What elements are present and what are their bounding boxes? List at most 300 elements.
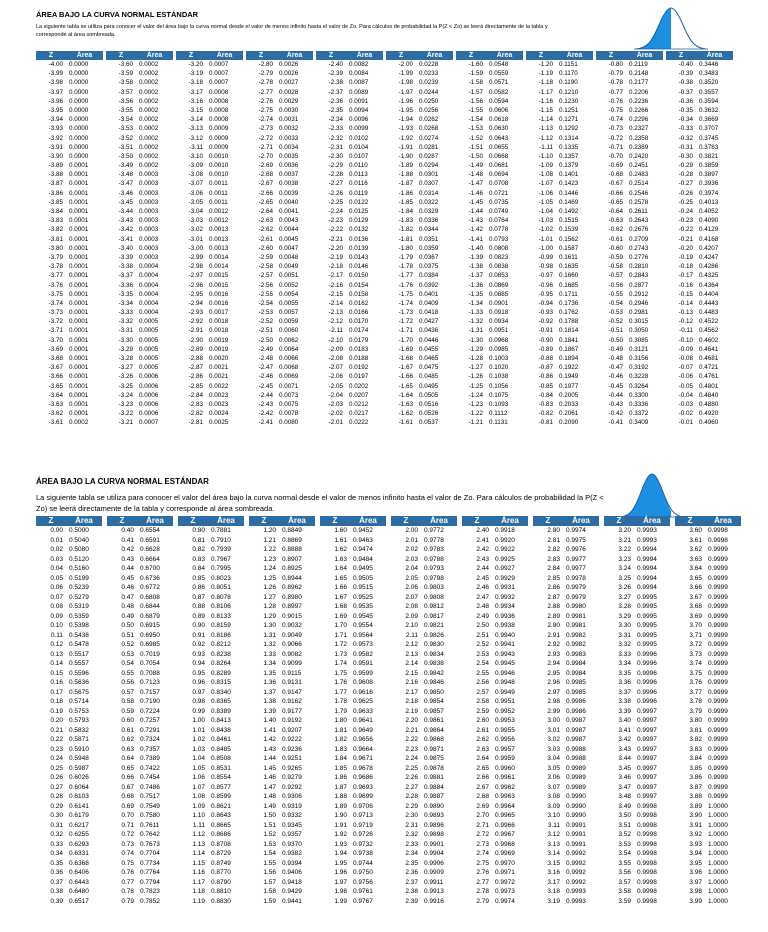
z-value: 3.54 xyxy=(618,850,631,857)
area-value: 0.9986 xyxy=(566,707,586,715)
z-value: -1.62 xyxy=(398,410,413,418)
table-row xyxy=(456,409,523,418)
table-row xyxy=(178,840,244,850)
area-value: 0.2514 xyxy=(629,180,649,188)
z-value: -1.23 xyxy=(468,400,483,408)
z-value: 1.66 xyxy=(334,584,347,591)
z-value: -3.45 xyxy=(118,198,133,206)
table-row xyxy=(526,336,593,345)
z-value: -2.69 xyxy=(258,162,273,170)
z-value: -0.55 xyxy=(608,290,623,298)
table-row xyxy=(107,849,173,859)
z-value: -0.16 xyxy=(678,281,693,289)
area-value: 0.9671 xyxy=(353,755,373,762)
area-value: 0.0166 xyxy=(349,309,369,317)
z-value: 3.27 xyxy=(618,593,631,601)
area-value: 0.0002 xyxy=(139,106,159,114)
area-value: 0.9906 xyxy=(424,859,444,867)
table-row xyxy=(107,821,173,831)
table-row xyxy=(176,363,243,372)
table-row xyxy=(249,564,315,574)
z-value: -2.04 xyxy=(328,391,343,399)
z-value: 3.14 xyxy=(547,850,560,857)
z-value: -1.27 xyxy=(468,364,483,372)
z-value: -1.95 xyxy=(398,106,413,114)
table-row xyxy=(604,688,670,698)
z-value: 2.49 xyxy=(476,612,489,620)
table-row xyxy=(178,659,244,669)
table-row xyxy=(106,124,173,133)
z-value: -0.99 xyxy=(538,253,553,261)
z-value: 2.46 xyxy=(476,584,489,591)
area-value: 0.9995 xyxy=(637,631,657,639)
table-row xyxy=(675,745,741,755)
z-value: -1.35 xyxy=(468,290,483,298)
z-value: -0.50 xyxy=(608,336,623,344)
area-value: 0.2743 xyxy=(629,244,649,252)
z-value: -0.48 xyxy=(608,355,623,362)
header-z: Z xyxy=(36,51,66,60)
area-value: 0.0007 xyxy=(209,79,229,87)
area-value: 0.4840 xyxy=(699,391,719,399)
table-row xyxy=(178,612,244,622)
table-row xyxy=(391,678,457,688)
area-value: 0.9956 xyxy=(495,736,515,743)
area-value: 0.1292 xyxy=(559,125,579,133)
area-value: 0.7019 xyxy=(140,650,160,658)
area-value: 0.3936 xyxy=(699,180,719,188)
z-value: -1.90 xyxy=(398,152,413,160)
z-value: 2.98 xyxy=(547,698,560,705)
z-value: 2.30 xyxy=(405,812,418,819)
area-value: 0.5675 xyxy=(69,688,89,696)
z-value: -3.96 xyxy=(48,97,63,105)
z-value: -0.10 xyxy=(678,336,693,344)
z-value: 0.53 xyxy=(121,650,134,658)
area-value: 0.9996 xyxy=(637,650,657,658)
table-row xyxy=(178,621,244,631)
z-value: 3.62 xyxy=(689,546,702,553)
z-value: -3.89 xyxy=(48,162,63,170)
area-value: 0.5160 xyxy=(69,565,89,572)
table-row xyxy=(533,726,599,736)
area-value: 0.0000 xyxy=(69,125,89,133)
table-row xyxy=(106,134,173,143)
table-row xyxy=(462,726,528,736)
area-value: 0.4129 xyxy=(699,226,719,234)
z-value: 0.55 xyxy=(121,669,134,677)
table-row xyxy=(320,792,386,802)
bottom-table xyxy=(36,516,741,906)
z-value: -3.82 xyxy=(48,226,63,234)
area-value: 0.9686 xyxy=(353,774,373,781)
z-value: 2.63 xyxy=(476,745,489,753)
z-value: -2.88 xyxy=(188,355,203,362)
table-row xyxy=(675,773,741,783)
z-value: 0.24 xyxy=(50,755,63,762)
z-value: -2.03 xyxy=(328,400,343,408)
table-row xyxy=(462,745,528,755)
area-value: 0.9608 xyxy=(353,679,373,686)
table-row xyxy=(178,640,244,650)
z-value: -0.78 xyxy=(608,79,623,87)
z-value: 0.47 xyxy=(121,593,134,601)
z-value: -0.34 xyxy=(678,116,693,124)
z-value: -3.39 xyxy=(118,253,133,261)
area-value: 0.9975 xyxy=(566,536,586,544)
z-value: -2.75 xyxy=(258,106,273,114)
table-row xyxy=(456,124,523,133)
area-value: 0.0001 xyxy=(69,162,89,170)
z-value: -3.68 xyxy=(48,355,63,362)
table-row xyxy=(596,106,663,115)
area-value: 0.6331 xyxy=(69,850,89,857)
table-row xyxy=(106,400,173,409)
area-value: 0.9332 xyxy=(282,812,302,819)
area-value: 0.9974 xyxy=(566,527,586,534)
table-row xyxy=(178,697,244,707)
table-row xyxy=(604,878,670,888)
table-row xyxy=(178,849,244,859)
z-value: -2.47 xyxy=(258,364,273,372)
area-value: 0.3557 xyxy=(699,88,719,96)
area-value: 0.0985 xyxy=(489,345,509,353)
table-row xyxy=(107,555,173,565)
area-value: 0.6517 xyxy=(69,897,89,905)
area-value: 0.9999 xyxy=(708,726,728,734)
z-value: 1.84 xyxy=(334,755,347,762)
area-value: 1.0000 xyxy=(708,812,728,819)
area-value: 0.8869 xyxy=(282,536,302,544)
z-value: 1.91 xyxy=(334,821,347,829)
z-value: -3.28 xyxy=(118,355,133,362)
z-value: -0.30 xyxy=(678,152,693,160)
area-value: 0.9429 xyxy=(282,888,302,895)
table-row xyxy=(320,745,386,755)
table-row xyxy=(666,170,733,179)
table-row xyxy=(391,707,457,717)
z-value: -0.88 xyxy=(538,355,553,362)
table-row xyxy=(596,189,663,198)
z-value: -2.50 xyxy=(258,336,273,344)
z-value: -1.11 xyxy=(539,143,553,151)
table-column xyxy=(391,516,457,906)
area-value: 0.1635 xyxy=(559,263,579,271)
z-value: 0.90 xyxy=(192,622,205,629)
area-value: 0.9999 xyxy=(708,574,728,582)
z-value: -0.37 xyxy=(678,88,693,96)
header-z: Z xyxy=(107,516,137,526)
area-value: 0.0968 xyxy=(489,336,509,344)
z-value: 2.38 xyxy=(405,888,418,895)
area-value: 0.0005 xyxy=(139,336,159,344)
table-row xyxy=(249,897,315,907)
z-value: -2.25 xyxy=(328,198,343,206)
area-value: 0.9987 xyxy=(566,726,586,734)
z-value: -1.94 xyxy=(398,116,413,124)
table-row xyxy=(249,536,315,546)
z-value: 1.45 xyxy=(263,764,276,772)
table-row xyxy=(675,878,741,888)
table-row xyxy=(675,802,741,812)
z-value: -2.64 xyxy=(258,208,273,215)
table-row xyxy=(533,868,599,878)
area-value: 0.2090 xyxy=(559,419,579,427)
z-value: -1.75 xyxy=(398,290,413,298)
z-value: -0.07 xyxy=(678,364,693,372)
table-header-row xyxy=(462,516,528,526)
z-value: -2.36 xyxy=(328,97,343,105)
area-value: 0.2327 xyxy=(629,125,649,133)
area-value: 0.0002 xyxy=(139,143,159,151)
z-value: 3.44 xyxy=(618,755,631,762)
table-row xyxy=(533,802,599,812)
z-value: -2.42 xyxy=(258,410,273,418)
area-value: 0.7642 xyxy=(140,831,160,838)
z-value: 3.64 xyxy=(689,565,702,572)
table-row xyxy=(456,345,523,354)
table-row xyxy=(533,678,599,688)
z-value: -1.33 xyxy=(468,309,483,317)
area-value: 0.0000 xyxy=(69,88,89,96)
z-value: 0.38 xyxy=(50,888,63,895)
z-value: -1.52 xyxy=(468,134,483,142)
z-value: -2.71 xyxy=(258,143,273,151)
table-row xyxy=(675,735,741,745)
table-row xyxy=(107,792,173,802)
area-value: 0.1190 xyxy=(559,79,578,87)
z-value: -3.26 xyxy=(118,373,133,381)
table-row xyxy=(675,536,741,546)
table-row xyxy=(176,409,243,418)
table-row xyxy=(107,612,173,622)
table-row xyxy=(462,526,528,536)
z-value: 2.33 xyxy=(405,840,418,848)
table-row xyxy=(176,60,243,69)
table-row xyxy=(316,400,383,409)
area-value: 0.1038 xyxy=(489,373,509,381)
table-row xyxy=(106,409,173,418)
area-value: 0.0027 xyxy=(279,79,299,87)
z-value: 0.04 xyxy=(50,565,63,572)
z-value: -3.10 xyxy=(188,152,203,160)
area-value: 0.0537 xyxy=(419,419,439,427)
z-value: 2.52 xyxy=(476,641,489,648)
area-value: 0.7794 xyxy=(140,878,160,886)
z-value: 2.70 xyxy=(476,812,489,819)
table-row xyxy=(533,811,599,821)
table-row xyxy=(107,545,173,555)
table-row xyxy=(675,716,741,726)
area-value: 0.0721 xyxy=(489,189,509,197)
z-value: -2.26 xyxy=(328,189,343,197)
area-value: 0.0015 xyxy=(209,281,229,289)
top-title: ÁREA BAJO LA CURVA NORMAL ESTÁNDAR xyxy=(36,10,199,19)
table-row xyxy=(246,106,313,115)
table-row xyxy=(456,262,523,271)
table-row xyxy=(246,271,313,280)
area-value: 0.0022 xyxy=(209,382,229,390)
z-value: -0.40 xyxy=(678,61,693,68)
table-row xyxy=(533,669,599,679)
area-value: 0.9625 xyxy=(353,698,373,705)
table-row xyxy=(533,640,599,650)
z-value: -1.05 xyxy=(538,198,553,206)
table-row xyxy=(246,409,313,418)
area-value: 0.3085 xyxy=(629,336,649,344)
area-value: 0.0003 xyxy=(139,226,159,234)
z-value: 3.69 xyxy=(689,612,702,620)
z-value: -0.67 xyxy=(608,180,623,188)
area-value: 0.2578 xyxy=(629,198,649,206)
table-row xyxy=(107,764,173,774)
z-value: 1.05 xyxy=(192,764,205,772)
table-row xyxy=(462,545,528,555)
z-value: -2.24 xyxy=(328,208,343,215)
area-value: 0.0694 xyxy=(489,171,509,179)
table-row xyxy=(316,152,383,161)
z-value: 3.83 xyxy=(689,745,702,753)
area-value: 0.0012 xyxy=(209,208,229,215)
table-row xyxy=(462,574,528,584)
area-value: 0.1210 xyxy=(559,88,579,96)
area-value: 0.0113 xyxy=(349,171,368,179)
area-value: 0.3707 xyxy=(699,125,719,133)
z-value: -0.46 xyxy=(608,373,623,381)
z-value: -3.64 xyxy=(48,391,63,399)
table-row xyxy=(249,868,315,878)
z-value: 3.19 xyxy=(547,897,560,905)
area-value: 0.0033 xyxy=(279,134,299,142)
table-row xyxy=(526,78,593,87)
z-value: 3.77 xyxy=(689,688,702,696)
table-row xyxy=(666,391,733,400)
z-value: -3.14 xyxy=(188,116,203,124)
table-header-row xyxy=(320,516,386,526)
table-row xyxy=(386,244,453,253)
area-value: 1.0000 xyxy=(708,821,728,829)
z-value: 0.57 xyxy=(121,688,134,696)
area-value: 0.9931 xyxy=(495,584,515,591)
area-value: 0.9767 xyxy=(353,897,373,905)
z-value: -3.97 xyxy=(48,88,63,96)
z-value: 0.78 xyxy=(121,888,134,895)
z-value: 3.07 xyxy=(547,783,560,791)
area-value: 0.0003 xyxy=(139,208,159,215)
area-value: 0.0808 xyxy=(489,244,509,252)
table-row xyxy=(526,170,593,179)
header-z: Z xyxy=(526,51,556,60)
table-row xyxy=(456,363,523,372)
table-row xyxy=(36,363,103,372)
z-value: 2.02 xyxy=(405,546,418,553)
table-row xyxy=(391,688,457,698)
z-value: -1.97 xyxy=(398,88,413,96)
table-row xyxy=(666,225,733,234)
z-value: -0.43 xyxy=(608,400,623,408)
area-value: 0.0039 xyxy=(279,189,299,197)
table-row xyxy=(391,840,457,850)
area-value: 0.9441 xyxy=(282,897,302,905)
table-column xyxy=(526,51,593,428)
z-value: -0.96 xyxy=(538,281,553,289)
area-value: 0.5910 xyxy=(69,745,89,753)
area-value: 0.0329 xyxy=(419,208,439,215)
z-value: -2.11 xyxy=(329,327,343,335)
z-value: -2.23 xyxy=(328,217,343,225)
area-value: 0.9999 xyxy=(708,593,728,601)
z-value: -1.87 xyxy=(398,180,413,188)
z-value: -1.46 xyxy=(468,189,483,197)
z-value: -1.08 xyxy=(538,171,553,179)
z-value: 0.81 xyxy=(192,536,205,544)
area-value: 0.9993 xyxy=(637,527,657,534)
area-value: 0.9989 xyxy=(566,764,586,772)
area-value: 0.1335 xyxy=(559,143,579,151)
area-value: 0.0001 xyxy=(69,391,89,399)
table-row xyxy=(386,409,453,418)
table-row xyxy=(596,409,663,418)
z-value: -0.74 xyxy=(608,116,623,124)
area-value: 0.0013 xyxy=(209,235,229,243)
z-value: -0.58 xyxy=(608,263,623,271)
table-row xyxy=(391,526,457,536)
z-value: -0.38 xyxy=(678,79,693,87)
area-value: 0.0268 xyxy=(419,125,439,133)
table-row xyxy=(666,216,733,225)
table-row xyxy=(320,783,386,793)
area-value: 0.0002 xyxy=(139,134,159,142)
table-row xyxy=(178,783,244,793)
table-row xyxy=(107,631,173,641)
table-row xyxy=(604,545,670,555)
table-row xyxy=(106,354,173,363)
area-value: 0.9999 xyxy=(708,774,728,781)
z-value: -1.03 xyxy=(538,217,553,225)
z-value: 1.96 xyxy=(334,869,347,876)
area-value: 0.0314 xyxy=(419,189,439,197)
area-value: 0.4801 xyxy=(699,382,719,390)
z-value: 3.17 xyxy=(547,878,560,886)
table-row xyxy=(386,281,453,290)
table-row xyxy=(36,244,103,253)
area-value: 0.0002 xyxy=(139,70,159,78)
z-value: -1.70 xyxy=(398,336,413,344)
table-row xyxy=(178,887,244,897)
area-value: 0.0001 xyxy=(69,281,89,289)
table-row xyxy=(456,299,523,308)
z-value: 2.08 xyxy=(405,603,418,610)
area-value: 0.8106 xyxy=(211,603,231,610)
area-value: 0.0008 xyxy=(209,116,229,124)
table-row xyxy=(462,536,528,546)
table-row xyxy=(675,602,741,612)
area-value: 0.4960 xyxy=(699,419,719,427)
z-value: -0.26 xyxy=(678,189,693,197)
table-row xyxy=(249,621,315,631)
area-value: 0.9821 xyxy=(424,622,444,629)
area-value: 0.0009 xyxy=(209,143,229,151)
table-row xyxy=(246,317,313,326)
z-value: 3.76 xyxy=(689,679,702,686)
table-row xyxy=(36,400,103,409)
area-value: 0.4247 xyxy=(699,253,719,261)
area-value: 0.9881 xyxy=(424,774,444,781)
area-value: 0.0002 xyxy=(139,152,159,160)
z-value: -2.70 xyxy=(258,152,273,160)
z-value: 3.71 xyxy=(689,631,702,639)
table-row xyxy=(107,593,173,603)
